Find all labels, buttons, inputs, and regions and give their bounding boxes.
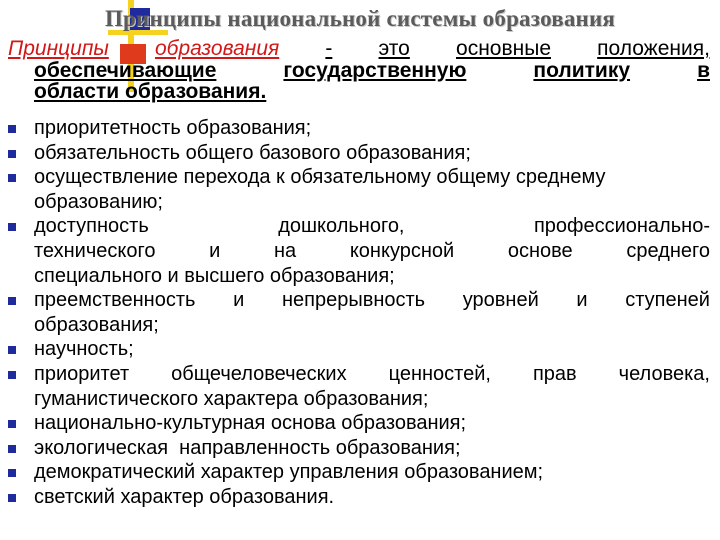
definition-word: обеспечивающие xyxy=(34,58,217,82)
square-bullet-icon xyxy=(8,494,16,502)
list-item-line xyxy=(34,288,710,313)
list-item-word: дошкольного, xyxy=(278,215,405,238)
list-item-word: конкурсной xyxy=(349,239,455,262)
list-item-line: обязательность общего базового образования; xyxy=(34,141,471,164)
list-item-word: человека, xyxy=(618,362,710,385)
list-item-word: преемственность xyxy=(34,289,196,312)
square-bullet-icon xyxy=(8,223,16,231)
square-bullet-icon xyxy=(8,371,16,379)
list-item xyxy=(8,485,710,510)
list-item-word: приоритет xyxy=(34,362,130,385)
square-bullet-icon xyxy=(8,420,16,428)
list-item-word: и xyxy=(209,239,221,262)
list-item xyxy=(8,460,710,485)
term-word: образования xyxy=(154,37,280,60)
list-item xyxy=(8,362,710,411)
list-item-line: образования; xyxy=(34,313,159,336)
square-bullet-icon xyxy=(8,346,16,354)
list-item xyxy=(8,165,710,214)
list-item-word: общечеловеческих xyxy=(171,362,347,385)
definition-word: основные xyxy=(456,37,551,60)
list-item-line xyxy=(34,362,710,387)
list-item xyxy=(8,116,710,141)
definition-line-2 xyxy=(8,60,710,82)
definition-word: политику xyxy=(533,58,631,82)
list-item xyxy=(8,141,710,166)
list-item-line: национально-культурная основа образования; xyxy=(34,412,467,435)
list-item-line xyxy=(34,214,710,239)
list-item xyxy=(8,214,710,288)
definition-line-1 xyxy=(8,38,710,60)
square-bullet-icon xyxy=(8,297,16,305)
list-item-word: прав xyxy=(532,362,577,385)
list-item-line: экологическая направленность образования; xyxy=(34,436,461,459)
list-item-word: ценностей, xyxy=(388,362,491,385)
square-bullet-icon xyxy=(8,174,16,182)
list-item-word: и xyxy=(233,289,245,312)
square-bullet-icon xyxy=(8,445,16,453)
square-bullet-icon xyxy=(8,150,16,158)
definition-word: положения, xyxy=(597,37,710,60)
list-item-word: и xyxy=(576,289,588,312)
list-item xyxy=(8,288,710,337)
list-item-word: на xyxy=(273,239,297,262)
list-item-word: уровней xyxy=(462,289,539,312)
list-item-word: доступность xyxy=(34,215,149,238)
page-title: Принципы национальной системы образования xyxy=(104,6,616,31)
list-item-line: научность; xyxy=(34,338,134,361)
square-bullet-icon xyxy=(8,125,16,133)
definition-dash: - xyxy=(325,37,333,60)
list-item xyxy=(8,337,710,362)
list-item-word: профессионально- xyxy=(533,215,710,238)
list-item-word: основе xyxy=(507,239,573,262)
list-item-line: светский характер образования. xyxy=(34,485,335,508)
definition-line-3: области образования. xyxy=(34,80,267,103)
term-word: Принципы xyxy=(8,37,109,60)
list-item-line xyxy=(34,239,710,264)
list-item-line: приоритетность образования; xyxy=(34,117,312,139)
definition-word: в xyxy=(697,58,710,82)
list-item xyxy=(8,411,710,436)
list-item-line: демократический характер управления образованием; xyxy=(34,461,544,484)
definition-word: государственную xyxy=(283,58,467,82)
definition-word: это xyxy=(378,37,410,60)
definition-paragraph xyxy=(8,38,710,103)
list-item-line: осуществление перехода к обязательному общему среднему xyxy=(34,166,606,189)
principles-list xyxy=(8,116,710,510)
list-item-word: непрерывность xyxy=(281,289,426,312)
list-item-line: образованию; xyxy=(34,190,163,213)
list-item-line: специального и высшего образования; xyxy=(34,264,395,287)
list-item-word: ступеней xyxy=(625,289,710,312)
list-item-word: среднего xyxy=(626,239,710,262)
list-item xyxy=(8,436,710,461)
list-item-line: гуманистического характера образования; xyxy=(34,387,429,410)
list-item-word: технического xyxy=(34,239,156,262)
square-bullet-icon xyxy=(8,469,16,477)
